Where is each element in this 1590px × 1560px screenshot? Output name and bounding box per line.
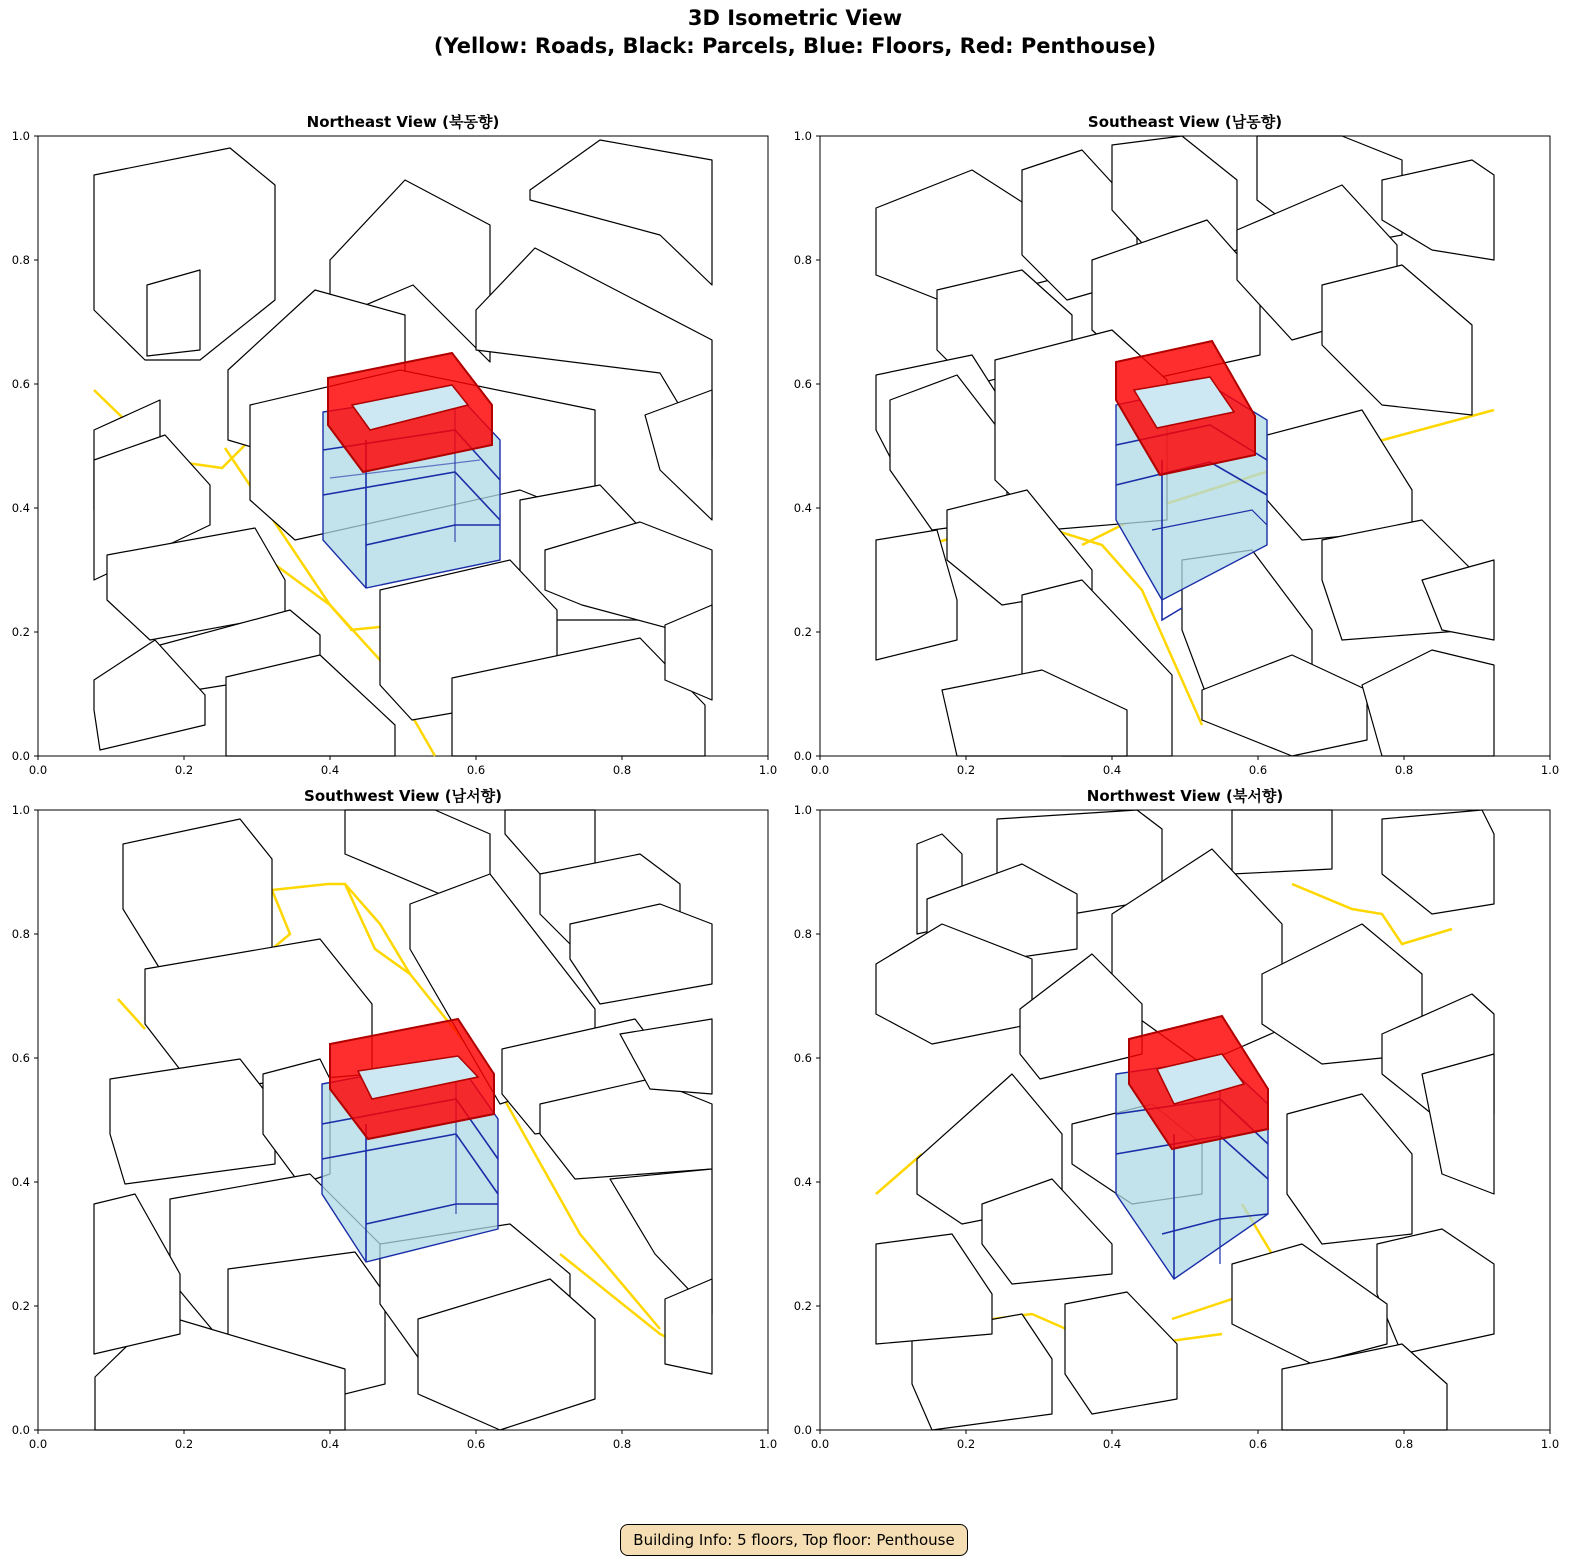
y-tick-label: 0.8	[11, 253, 30, 267]
y-tick-label: 1.0	[793, 803, 812, 817]
x-tick-label: 1.0	[1540, 763, 1560, 777]
x-tick-label: 0.8	[612, 763, 632, 777]
y-tick-label: 0.2	[793, 625, 812, 639]
y-tick-label: 0.2	[793, 1299, 812, 1313]
y-tick-label: 0.6	[11, 377, 30, 391]
y-tick-label: 0.8	[11, 927, 30, 941]
x-axis-ticks	[29, 1430, 777, 1451]
panel-northeast	[0, 100, 780, 780]
panel-southwest	[0, 774, 780, 1454]
x-tick-label: 0.4	[1102, 1437, 1122, 1451]
panel-title: Northeast View (북동향)	[306, 113, 500, 131]
y-tick-label: 0.2	[11, 625, 30, 639]
y-tick-label: 0.8	[793, 927, 812, 941]
panel-southeast	[782, 100, 1562, 780]
panel-northwest-plot	[782, 774, 1562, 1454]
figure-title	[0, 4, 1590, 60]
panel-title: Southeast View (남동향)	[1087, 113, 1283, 131]
panel-southwest-plot	[0, 774, 780, 1454]
x-tick-label: 1.0	[1540, 1437, 1560, 1451]
y-tick-label: 0.6	[11, 1051, 30, 1065]
x-tick-label: 0.2	[174, 1437, 194, 1451]
y-tick-label: 1.0	[11, 803, 30, 817]
x-tick-label: 1.0	[758, 1437, 778, 1451]
x-tick-label: 0.0	[810, 763, 830, 777]
x-tick-label: 0.8	[1394, 1437, 1414, 1451]
x-axis-ticks	[811, 1430, 1559, 1451]
x-tick-label: 0.2	[956, 763, 976, 777]
y-axis-ticks	[794, 803, 820, 1437]
x-tick-label: 0.6	[1248, 1437, 1268, 1451]
y-tick-label: 0.4	[11, 1175, 30, 1189]
y-tick-label: 0.6	[793, 377, 812, 391]
x-tick-label: 0.2	[174, 763, 194, 777]
y-tick-label: 0.4	[793, 501, 812, 515]
y-tick-label: 0.4	[11, 501, 30, 515]
y-axis-ticks	[12, 129, 38, 763]
y-axis-ticks	[12, 803, 38, 1437]
x-tick-label: 0.6	[466, 763, 486, 777]
x-tick-label: 0.6	[466, 1437, 486, 1451]
x-tick-label: 0.8	[1394, 763, 1414, 777]
x-tick-label: 0.0	[810, 1437, 830, 1451]
figure-title-line2: (Yellow: Roads, Black: Parcels, Blue: Floors, Red: Penthouse)	[433, 34, 1157, 58]
y-tick-label: 0.2	[11, 1299, 30, 1313]
target-building	[322, 1019, 498, 1262]
x-tick-label: 0.0	[28, 763, 48, 777]
x-tick-label: 0.8	[612, 1437, 632, 1451]
y-tick-label: 0.0	[11, 1423, 30, 1437]
y-tick-label: 0.6	[793, 1051, 812, 1065]
target-building	[323, 353, 500, 588]
panel-northeast-plot	[0, 100, 780, 780]
y-tick-label: 0.0	[793, 1423, 812, 1437]
x-tick-label: 0.4	[1102, 763, 1122, 777]
y-tick-label: 1.0	[793, 129, 812, 143]
panel-southeast-plot	[782, 100, 1562, 780]
y-tick-label: 0.0	[11, 749, 30, 763]
y-tick-label: 0.4	[793, 1175, 812, 1189]
panel-title: Northwest View (북서향)	[1086, 787, 1284, 805]
x-tick-label: 0.2	[956, 1437, 976, 1451]
x-tick-label: 0.0	[28, 1437, 48, 1451]
x-tick-label: 1.0	[758, 763, 778, 777]
panel-northwest	[782, 774, 1562, 1454]
figure-title-line1: 3D Isometric View	[687, 6, 903, 30]
y-tick-label: 0.8	[793, 253, 812, 267]
x-tick-label: 0.6	[1248, 763, 1268, 777]
x-tick-label: 0.4	[320, 763, 340, 777]
x-tick-label: 0.4	[320, 1437, 340, 1451]
building-info-label: Building Info: 5 floors, Top floor: Penthouse	[620, 1524, 968, 1556]
y-tick-label: 0.0	[793, 749, 812, 763]
panel-title: Southwest View (남서향)	[304, 787, 502, 805]
y-axis-ticks	[794, 129, 820, 763]
y-tick-label: 1.0	[11, 129, 30, 143]
